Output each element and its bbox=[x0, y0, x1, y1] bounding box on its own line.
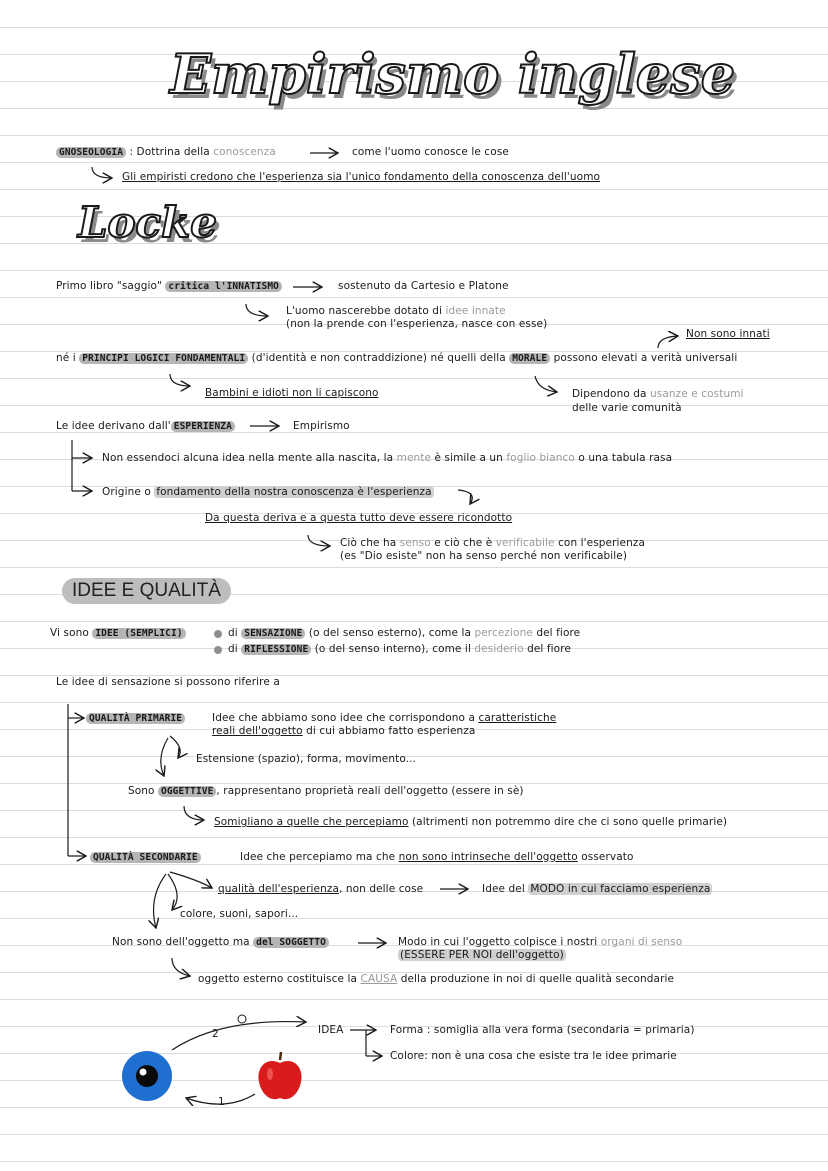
qualita-esperienza: qualità dell'esperienza bbox=[218, 883, 339, 895]
empirismo: Empirismo bbox=[293, 420, 350, 432]
sostenuto: sostenuto da Cartesio e Platone bbox=[338, 280, 509, 292]
idee-semplici: IDEE (SEMPLICI) bbox=[92, 628, 185, 639]
ne-i: né i bbox=[56, 352, 76, 364]
principi-logici: PRINCIPI LOGICI FONDAMENTALI bbox=[79, 353, 248, 364]
uomo-line-2: (non la prende con l'esperienza, nasce con esse) bbox=[286, 318, 548, 330]
idee-qualita-heading: IDEE E QUALITÀ bbox=[62, 578, 231, 604]
reali-oggetto: reali dell'oggetto bbox=[212, 725, 303, 737]
gnoseologia-result: come l'uomo conosce le cose bbox=[352, 146, 509, 158]
senso: senso bbox=[399, 537, 431, 549]
foglio-bianco: foglio bianco bbox=[506, 452, 575, 464]
eye-icon bbox=[121, 1050, 173, 1102]
rifl-rest: (o del senso interno), come il bbox=[314, 643, 471, 655]
locke-heading: Locke bbox=[78, 198, 217, 247]
nessuna-3: o una tabula rasa bbox=[578, 452, 673, 464]
somigliano: Somigliano a quelle che percepiamo bbox=[214, 816, 409, 828]
somigliano-line bbox=[214, 816, 727, 828]
step-1-label: 1 bbox=[218, 1096, 225, 1108]
origine-2: fondamento della nostra conoscenza è l'esperienza bbox=[156, 486, 432, 498]
sec-1: Idee che percepiamo ma che bbox=[240, 851, 396, 863]
origine-1: Origine o bbox=[102, 486, 151, 498]
del-soggetto: del SOGGETTO bbox=[253, 937, 329, 948]
forma-line: Forma : somiglia alla vera forma (secondaria = primaria) bbox=[390, 1024, 695, 1036]
riferire: Le idee di sensazione si possono riferire a bbox=[56, 676, 280, 688]
del-fiore-2: del fiore bbox=[527, 643, 571, 655]
primarie-def-2 bbox=[212, 725, 475, 737]
uomo-text: L'uomo nascerebbe dotato di bbox=[286, 305, 443, 317]
essere-per-noi: (ESSERE PER NOI dell'oggetto) bbox=[400, 949, 564, 961]
riflessione: RIFLESSIONE bbox=[241, 644, 311, 655]
riflessione-line bbox=[228, 643, 571, 655]
non-sono-line bbox=[112, 936, 329, 948]
cio-line bbox=[340, 537, 645, 549]
sens-rest: (o del senso esterno), come la bbox=[308, 627, 472, 639]
step-2-label: 2 bbox=[212, 1028, 219, 1040]
gnoseologia-line bbox=[56, 146, 276, 158]
mente: mente bbox=[396, 452, 432, 464]
oggetto-esterno-line bbox=[198, 973, 674, 985]
primo-libro-line bbox=[56, 280, 282, 292]
prim-1: Idee che abbiamo sono idee che corrispondono a bbox=[212, 712, 476, 724]
bullet-dot bbox=[214, 630, 222, 638]
secondarie-def bbox=[240, 851, 633, 863]
usanze: usanze e costumi bbox=[650, 388, 744, 400]
vi-sono-line bbox=[50, 627, 186, 639]
colore-line: Colore: non è una cosa che esiste tra le idee primarie bbox=[390, 1050, 677, 1062]
idee-del-modo-line bbox=[482, 883, 712, 895]
modo: MODO in cui facciamo esperienza bbox=[530, 883, 711, 895]
idee-derivano-line bbox=[56, 420, 235, 432]
sensazione: SENSAZIONE bbox=[241, 628, 305, 639]
del-fiore: del fiore bbox=[536, 627, 581, 639]
dio-esiste: (es "Dio esiste" non ha senso perché non verificabile) bbox=[340, 550, 628, 562]
causa: CAUSA bbox=[360, 973, 398, 985]
bullet-dot bbox=[214, 646, 222, 654]
idee-del: Idee del bbox=[482, 883, 525, 895]
nessuna-idea-line bbox=[102, 452, 672, 464]
morale: MORALE bbox=[509, 353, 550, 364]
essere-per-noi-line bbox=[398, 949, 566, 961]
estensione: Estensione (spazio), forma, movimento... bbox=[196, 753, 416, 765]
organi: organi di senso bbox=[600, 936, 683, 948]
qualita-esperienza-line bbox=[218, 883, 423, 895]
origine-line bbox=[102, 486, 434, 498]
idee-derivano: Le idee derivano dall' bbox=[56, 420, 171, 432]
deriva: Da questa deriva e a questa tutto deve essere ricondotto bbox=[205, 512, 513, 524]
vi-sono: Vi sono bbox=[50, 627, 89, 639]
prim-3: di cui abbiamo fatto esperienza bbox=[306, 725, 476, 737]
oggettive-rest: , rappresentano proprietà reali dell'oggetto (essere in sè) bbox=[216, 785, 524, 797]
qualita-primarie: QUALITÀ PRIMARIE bbox=[86, 713, 185, 724]
oggettive-line bbox=[128, 785, 524, 797]
uomo-line-1 bbox=[286, 305, 506, 317]
sens-di: di bbox=[228, 627, 238, 639]
non-intrinseche: non sono intrinseche dell'oggetto bbox=[398, 851, 578, 863]
qualita-secondarie: QUALITÀ SECONDARIE bbox=[90, 852, 201, 863]
critica-innatismo: critica l'INNATISMO bbox=[165, 281, 282, 292]
cio-3: con l'esperienza bbox=[558, 537, 646, 549]
sono: Sono bbox=[128, 785, 155, 797]
cio-2: e ciò che è bbox=[434, 537, 493, 549]
percezione: percezione bbox=[474, 627, 533, 639]
somigliano-rest: (altrimenti non potremmo dire che ci sono quelle primarie) bbox=[411, 816, 728, 828]
qualita-primarie-line bbox=[86, 712, 185, 724]
principi-line bbox=[56, 352, 737, 364]
caratteristiche: caratteristiche bbox=[478, 712, 557, 724]
oggetto-rest: della produzione in noi di quelle qualità secondarie bbox=[400, 973, 675, 985]
primo-libro: Primo libro "saggio" bbox=[56, 280, 162, 292]
dipendono-line bbox=[572, 388, 744, 400]
modo-in-cui-line bbox=[398, 936, 682, 948]
gnoseologia-def-prefix: : Dottrina della bbox=[129, 146, 210, 158]
nessuna-1: Non essendoci alcuna idea nella mente alla nascita, la bbox=[102, 452, 394, 464]
principi-note: (d'identità e non contraddizione) né quelli della bbox=[251, 352, 506, 364]
comunita: delle varie comunità bbox=[572, 402, 682, 414]
oggetto-esterno: oggetto esterno costituisce la bbox=[198, 973, 358, 985]
colore-suoni: colore, suoni, sapori... bbox=[180, 908, 299, 920]
modo-in-cui: Modo in cui l'oggetto colpisce i nostri bbox=[398, 936, 598, 948]
idee-innate: idee innate bbox=[445, 305, 506, 317]
idea-label: IDEA bbox=[318, 1024, 344, 1036]
possono: possono elevati a verità universali bbox=[553, 352, 738, 364]
non-sono-innati: Non sono innati bbox=[686, 328, 770, 340]
rifl-di: di bbox=[228, 643, 238, 655]
non-sono: Non sono dell'oggetto ma bbox=[112, 936, 250, 948]
sensazione-line bbox=[228, 627, 580, 639]
non-delle-cose: , non delle cose bbox=[338, 883, 424, 895]
osservato: osservato bbox=[581, 851, 634, 863]
nessuna-2: è simile a un bbox=[434, 452, 503, 464]
oggettive: OGGETTIVE bbox=[158, 786, 216, 797]
dipendono: Dipendono da bbox=[572, 388, 647, 400]
empiristi-statement: Gli empiristi credono che l'esperienza sia l'unico fondamento della conoscenza dell'uomo bbox=[122, 171, 601, 183]
cio-1: Ciò che ha bbox=[340, 537, 397, 549]
qualita-secondarie-line bbox=[90, 851, 201, 863]
gnoseologia-term: GNOSEOLOGIA bbox=[56, 147, 126, 158]
gnoseologia-def-word: conoscenza bbox=[213, 146, 276, 158]
primarie-def-1 bbox=[212, 712, 556, 724]
page-title: Empirismo inglese bbox=[170, 42, 736, 106]
apple-icon bbox=[256, 1050, 304, 1102]
desiderio: desiderio bbox=[474, 643, 524, 655]
verificabile: verificabile bbox=[495, 537, 555, 549]
bambini: Bambini e idioti non li capiscono bbox=[205, 387, 379, 399]
esperienza: ESPERIENZA bbox=[171, 421, 235, 432]
